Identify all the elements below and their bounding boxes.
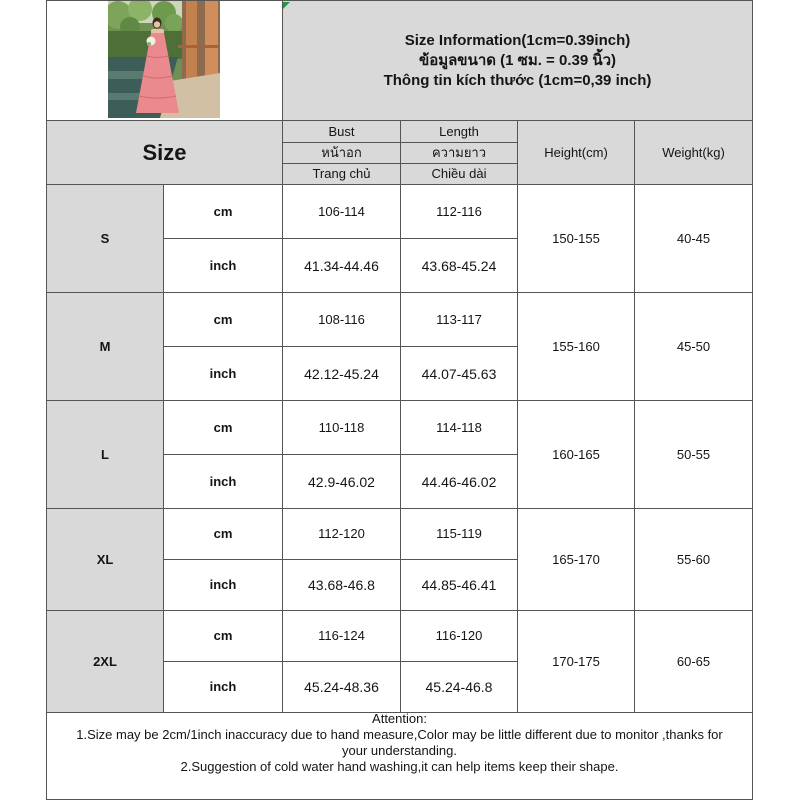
height-value: 165-170 (517, 508, 635, 611)
product-photo (108, 1, 220, 118)
weight-value: 60-65 (634, 610, 753, 713)
bust-value-cm: 108-116 (282, 292, 401, 347)
weight-value: 50-55 (634, 400, 753, 509)
attention-note: 1.Size may be 2cm/1inch inaccuracy due to hand measure,Color may be little different due to monitor ,thanks for your understanding. (76, 727, 723, 758)
size-label: XL (46, 508, 164, 611)
unit-label-inch: inch (163, 559, 283, 611)
bust-value-cm: 116-124 (282, 610, 401, 662)
bust-value-inch: 42.12-45.24 (282, 346, 401, 401)
length-value-inch: 43.68-45.24 (400, 238, 518, 293)
height-value: 155-160 (517, 292, 635, 401)
length-header-en: Length (400, 120, 518, 143)
weight-value: 45-50 (634, 292, 753, 401)
length-value-inch: 45.24-46.8 (400, 661, 518, 713)
weight-header: Weight(kg) (634, 120, 753, 185)
bust-header-en: Bust (282, 120, 401, 143)
attention-title: Attention: (372, 711, 427, 726)
unit-label-cm: cm (163, 610, 283, 662)
size-label: L (46, 400, 164, 509)
size-header: Size (46, 120, 283, 185)
bust-value-inch: 45.24-48.36 (282, 661, 401, 713)
title-line-en: Size Information(1cm=0.39inch) (404, 31, 631, 49)
length-value-cm: 112-116 (400, 184, 518, 239)
title-cell (282, 0, 753, 121)
bust-value-inch: 41.34-44.46 (282, 238, 401, 293)
bust-header-th: หน้าอก (282, 142, 401, 164)
bust-value-cm: 112-120 (282, 508, 401, 560)
attention-note: 2.Suggestion of cold water hand washing,it can help items keep their shape. (180, 759, 619, 774)
unit-label-inch: inch (163, 346, 283, 401)
title-line-th: ข้อมูลขนาด (1 ซม. = 0.39 นิ้ว) (418, 51, 617, 69)
length-header-th: ความยาว (400, 142, 518, 164)
height-value: 150-155 (517, 184, 635, 293)
length-value-cm: 114-118 (400, 400, 518, 455)
length-value-inch: 44.07-45.63 (400, 346, 518, 401)
cell-marker (283, 2, 290, 9)
length-value-inch: 44.46-46.02 (400, 454, 518, 509)
unit-label-cm: cm (163, 184, 283, 239)
size-label: S (46, 184, 164, 293)
unit-label-inch: inch (163, 238, 283, 293)
length-header-vi: Chiều dài (400, 163, 518, 185)
attention-box (46, 712, 753, 800)
length-value-cm: 113-117 (400, 292, 518, 347)
unit-label-inch: inch (163, 454, 283, 509)
length-value-cm: 116-120 (400, 610, 518, 662)
height-value: 160-165 (517, 400, 635, 509)
unit-label-cm: cm (163, 400, 283, 455)
length-value-inch: 44.85-46.41 (400, 559, 518, 611)
bust-value-inch: 43.68-46.8 (282, 559, 401, 611)
size-label: M (46, 292, 164, 401)
bust-header-vi: Trang chủ (282, 163, 401, 185)
bust-value-inch: 42.9-46.02 (282, 454, 401, 509)
unit-label-inch: inch (163, 661, 283, 713)
weight-value: 40-45 (634, 184, 753, 293)
height-value: 170-175 (517, 610, 635, 713)
weight-value: 55-60 (634, 508, 753, 611)
unit-label-cm: cm (163, 292, 283, 347)
bust-value-cm: 110-118 (282, 400, 401, 455)
unit-label-cm: cm (163, 508, 283, 560)
photo-cell (46, 0, 283, 121)
title-line-vi: Thông tin kích thước (1cm=0,39 inch) (383, 71, 652, 89)
height-header: Height(cm) (517, 120, 635, 185)
size-label: 2XL (46, 610, 164, 713)
bust-value-cm: 106-114 (282, 184, 401, 239)
length-value-cm: 115-119 (400, 508, 518, 560)
